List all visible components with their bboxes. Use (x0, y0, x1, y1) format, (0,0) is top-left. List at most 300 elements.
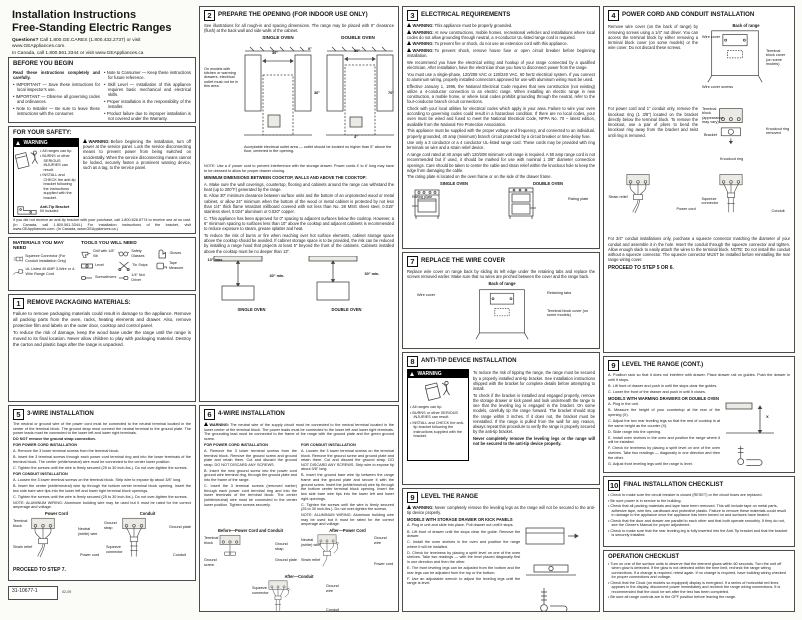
step-item: C. Lower the front of the drawer and push in until it closes. (608, 389, 706, 394)
wire-cover-diagram (407, 281, 595, 341)
list-item: • BURNS or other SERIOUS INJURIES can result. (410, 411, 466, 420)
section-prepare-opening (199, 6, 399, 402)
screwdriver-icon (81, 273, 93, 283)
diagram-caption: After—Power Cord (329, 528, 366, 534)
warning-icon (410, 372, 414, 376)
range-front-diagram (506, 186, 536, 220)
section-materials-tools (8, 237, 196, 291)
warning-icon (83, 139, 87, 143)
section-title: FINAL INSTALLATION CHECKLIST (623, 481, 724, 489)
section-number: 4 (608, 10, 619, 21)
callout-label: Acceptable electrical outlet area — outlet should be located no higher than 5" above the floor, centered in the opening. (244, 144, 392, 154)
part-number-box (8, 586, 58, 600)
list-item: • IMPORTANT — Save these instructions for local inspector's use. (13, 82, 100, 93)
diagram-label: Squeeze connector (252, 586, 269, 595)
diagram-label: Retaining tabs (547, 290, 572, 295)
cabinet-clearance-diagram (303, 256, 363, 302)
step-item: F. Use an adjustable wrench to adjust the leveling legs until the range is level. (407, 576, 521, 586)
diagram-power-cord (13, 511, 100, 565)
warning-icon (204, 422, 208, 426)
paragraph: To reduce the risk of damage, keep the wood base under the range until the range is moved to its final location. Never allow children to play with packaging material. Destroy the carton and plastic bags after the range is unpacked. (13, 329, 191, 347)
paragraph: For power cord and 1" conduit only, remove the knockout ring (1 3/8") located on the bracket directly below the terminal block. To remove the knockout, use a pair of pliers to bend the knockout ring away from the bracket and twist until ring is removed. (608, 106, 698, 138)
diagram-label: Ground plate (275, 558, 297, 563)
warning-banner (408, 370, 468, 378)
dimension-label: 30" min. (364, 271, 380, 276)
before-left-list (13, 82, 100, 117)
tool-item (81, 273, 116, 283)
list-item: • Check to make sure that the rear leveling leg is fully inserted into the Anti-Tip bracket and that the bracket is securely installed. (608, 529, 790, 538)
material-item (13, 253, 77, 265)
tools-column (81, 241, 191, 284)
warning-text (407, 48, 595, 58)
warning-word: WARNING: (412, 41, 434, 47)
tip-warning-box (13, 138, 79, 217)
diagram-label: Knockout ring removed (766, 127, 790, 136)
safety-title: FOR YOUR SAFETY: (13, 130, 72, 136)
diagram-caption: DOUBLE OVEN (331, 306, 362, 312)
diagram-label: Ground plate (169, 525, 191, 530)
section-number: 9 (407, 492, 418, 503)
diagram-label: Terminal block (appearance may vary) (702, 107, 724, 124)
diagram-label: Terminal block cover (on some models) (547, 308, 589, 318)
paragraph: Effective January 1, 1996, the National Electrical Code requires that new construction (not existing) utilize a 4-conductor connection to an electric range. When installing an electric range in new construction, a mobile home, or where local codes prohibit grounding through the neutral, refer to the four-conductor branch circuit connections. (407, 83, 595, 105)
diagram-label: Ground strap (104, 521, 117, 530)
before-left-column (13, 69, 100, 123)
step-item: B. Insert the ground bare wire tip between the range frame and the ground plate and secure it with the ground screw. Insert the (white/neutral) wire tip through the bottom center terminal block opening. Insert the two side bare wire tips into the lower left and lower right openings. (301, 473, 394, 501)
warning-word: WARNING: (412, 505, 434, 510)
list-item: • BURNS or other SERIOUS INJURIES can result. (40, 154, 77, 172)
minimum-dimensions-heading: MINIMUM DIMENSIONS BETWEEN COOKTOP, WALLS AND ABOVE THE COOKTOP: (204, 174, 367, 180)
diagram-label: Strain relief (608, 195, 628, 199)
diagram-caption: Back of range (732, 23, 760, 28)
step-item: F. Check for levelness by placing a spirit level on one of the oven shelves. Take two readings — diagonally in one direction and then the other. (608, 446, 721, 460)
tip-warning-box (407, 369, 469, 461)
dimension-label: X (766, 414, 769, 419)
safety-glasses-icon (118, 249, 129, 259)
section-title: 4-WIRE INSTALLATION (218, 410, 285, 418)
single-oven-opening-diagram (244, 45, 312, 141)
drawer-removal-diagram (524, 522, 580, 550)
warning-word: WARNING: (88, 138, 110, 144)
warning-banner-label: WARNING (417, 371, 442, 377)
warning-word: WARNING: (209, 423, 230, 427)
doc-title-line2: Free-Standing Electric Ranges (12, 21, 172, 34)
paragraph: Never completely remove the leveling legs or the range will not be secured to the anti-tip device properly. (473, 435, 595, 447)
dimension-label: 70" (388, 90, 395, 95)
questions-line (12, 38, 192, 56)
diagram-label: Knockout ring (720, 157, 744, 161)
diagram-label: Strain relief (13, 545, 33, 550)
step-item: A. Plug in unit and slide into place. Pull drawer out until it stops. (407, 523, 514, 528)
section-anti-tip-device (402, 352, 600, 485)
cabinet-clearance-diagram (208, 256, 268, 302)
section-level-the-range-cont (603, 356, 795, 473)
safety-warning-text (83, 139, 191, 170)
diagram-caption: SINGLE OVEN (237, 306, 266, 312)
step-item: C. Tighten the screws until the wire is firmly secured (25 to 30 inch-lbs.). Do not over-tighten the screws. (13, 465, 188, 470)
section-number: 6 (204, 409, 215, 420)
back-of-range-diagram (467, 287, 537, 341)
tool-item (81, 261, 116, 271)
step-item: C. Install the oven shelves in the oven and position the range where it will be installed. (407, 540, 521, 549)
warning-icon (407, 48, 411, 52)
material-label: UL Listed 40 AMP 3-Wire or 4-Wire Range Cord (25, 267, 76, 276)
level-icon (81, 261, 93, 271)
tool-item (81, 249, 116, 259)
list-item: • Check that the Clock (on models so equipped) display is energized. If a series of horizontal red lines appears in the display, disconnect power immediately and recheck the range wiring connections. It is recommended that the clock be set after the test has been completed. (608, 581, 790, 595)
diagram-label: Power cord (676, 207, 696, 211)
dimension-label: 30" min. (269, 273, 285, 278)
diagram-label: Terminal block (204, 536, 219, 545)
tool-item (118, 261, 153, 271)
tool-label: Level (95, 263, 104, 268)
section-before-you-begin (8, 57, 196, 123)
leveling-leg-wrench-diagram (724, 444, 776, 470)
diagram-label: Power cord (80, 553, 100, 558)
safety-right-text: Before beginning the installation, turn off power at the service panel. Lock the service disconnecting means to prevent power from being switched on accidentally. When the service disconnecting means cannot be locked, securely fasten a prominent warning device, such as a tag, to the service panel. (83, 138, 192, 171)
section-title: ANTI-TIP DEVICE INSTALLATION (421, 357, 517, 365)
section-power-cord-conduit (603, 6, 795, 353)
step-item: D. Check for levelness by placing a spirit level on one of the oven shelves. Take two readings — with the level placed diagonally first in one direction and then the other. (407, 550, 521, 565)
models-subhead: MODELS WITH WARMING DRAWERS OR DOUBLE OVEN (608, 395, 719, 401)
step-item: A. Remove the 3 lower terminal screws from the terminal block. (13, 449, 120, 454)
section-number: 1 (13, 298, 24, 309)
diagram-caption: Back of range (488, 280, 516, 286)
document-header (8, 6, 196, 56)
subhead-power-cord: FOR POWER CORD INSTALLATION (204, 442, 268, 447)
clearance-diagram-single (208, 256, 296, 312)
step-item: A. Make sure the wall coverings, countertop, flooring and cabinets around the range can withstand the heat (up to 200°F) generated by the range. (204, 181, 394, 192)
warning-text (204, 422, 394, 442)
diagram-label: Neutral (white) wire (78, 527, 98, 536)
paragraph: We recommend you have the electrical wiring and hookup of your range connected by a qualified electrician. After installation, have the electrician show you how to disconnect power from the range. (407, 59, 595, 71)
diagram-label: Ground strap (275, 542, 288, 551)
paragraph: See illustrations for all rough-in and spacing dimensions. The range may be placed with 0" clearance (flush) at the back wall and side walls of the cabinet. (204, 23, 394, 34)
opening-diagrams (204, 35, 394, 163)
tool-label: Drill with 1/8" Bit (93, 249, 115, 258)
paragraph: To reduce the risk of tipping the range, the range must be secured by a properly installed anti-tip bracket. See installation instructions shipped with the bracket for complete details before attempting to install. (473, 370, 595, 392)
range-cord-icon (13, 266, 24, 278)
diagram-label: Terminal block (13, 519, 28, 528)
tip-warning-bullets (40, 148, 77, 202)
questions-line2: In Canada, call 1.800.561.3344 or visit www.GEAppliances.ca (12, 50, 144, 56)
section-number: 3 (407, 10, 418, 21)
tip-warning-bullets (408, 405, 468, 439)
section-operation-checklist (603, 550, 795, 612)
step-item: C. Adjust the two rear leveling legs so that the rest of cooktop is at the same height as the counter (X). (608, 418, 721, 428)
materials-column (13, 241, 77, 284)
diagram-caption: Power Cord (45, 511, 68, 517)
section-number: 2 (204, 10, 215, 21)
conduit-attach-figure (702, 171, 790, 235)
date-code: 02-09 (62, 590, 72, 594)
list-item: • Check to make sure the circuit breaker is closed (RESET) or the circuit fuses are replaced. (608, 493, 790, 498)
section-number: 7 (407, 256, 418, 267)
list-item: • Proper installation is the responsibility of the installer. (104, 99, 191, 110)
back-of-range-figure (702, 23, 790, 105)
tool-label: Tape Measure (168, 261, 184, 270)
rating-plate-diagram-single (412, 181, 496, 225)
diagram-label: Wire cover (417, 292, 436, 297)
diagram-caption: DOUBLE OVEN (341, 34, 375, 40)
warning-body: The neutral wire of the supply circuit must be connected to the neutral terminal located in the lower center of the terminal block. The power leads must be connected to the lower left and lower right terminals. The grounding lead must be connected to the frame of the range with the ground plate and the green ground screw. (204, 423, 394, 441)
step-item: A. Position rack so that it does not interfere with drawer. Place drawer rail on guides. Push the drawer in until it stops. (608, 373, 790, 382)
step-item: A. Remove the 3 lower terminal screws from the terminal block. Remove the ground screw and ground plate and retain them. Cut and discard the ground strap. DO NOT DISCARD ANY SCREWS. (204, 448, 297, 467)
step-item: G. Adjust front leveling legs until the range is level. (608, 461, 693, 466)
terminal-block-conduit-diagram (702, 171, 760, 215)
diagram-label: Strain relief (301, 558, 321, 563)
list-item: • Note to Installer — Be sure to leave these instructions with the consumer. (13, 106, 100, 117)
section-for-your-safety (8, 126, 196, 234)
section-title: POWER CORD AND CONDUIT INSTALLATION (622, 11, 755, 19)
step-item: E. The front leveling legs can be adjusted from the bottom and the rear legs can be adjusted from the top or the bottom. (407, 566, 521, 575)
knockout-figure (702, 105, 790, 171)
section-remove-packaging (8, 294, 196, 402)
paragraph: Check with your local utilities for electrical codes which apply in your area. Failure to wire your oven according to governing codes could result in a hazardous condition. If there are no local codes, your oven must be wired and fused to meet the National Electrical Code, NFPA No. 70 – latest edition, available from the National Fire Protection Association. (407, 106, 595, 127)
tin-snips-icon (118, 261, 130, 271)
step-item: B. Allow 30" minimum clearance between surface units and the bottom of an unprotected wood or metal cabinet, or allow 24" minimum when the bottom of the wood or metal cabinet is protected by not less than 1/4" thick flame retardant millboard covered with not less than No. 28 MSG sheet steel, 0.015" stainless steel, 0.024" aluminum or 0.020" copper. (204, 193, 394, 215)
tool-item (118, 249, 153, 259)
section-4-wire-installation (199, 405, 399, 612)
warning-word: WARNING: (412, 23, 434, 28)
tool-label: Tin Snips (132, 263, 148, 268)
list-item: • All ranges can tip. (410, 405, 466, 410)
step-item: A. Loosen the 3 lower terminal screws on the terminal block. Strip wire to expose tip about 3/8" long. (13, 477, 182, 482)
bracket-caption2: Kit Included (40, 209, 59, 214)
drill-icon (81, 249, 91, 259)
warning-body: To prevent shock, remove house fuse or open circuit breaker before beginning installation. (407, 48, 595, 59)
tip-over-pictogram (15, 148, 39, 172)
nut-driver-icon (118, 273, 129, 283)
paragraph: Failure to remove packaging materials could result in damage to the appliance. Remove all packing parts from the oven, racks, heating elements and drawer. Also, remove protective film and labels on the outer door, cooktop and control panel. (13, 311, 191, 328)
aluminum-wiring-note: NOTE: ALUMINUM WIRING: Aluminum building wire may be used but it must be rated for the correct amperage and voltage. (13, 500, 191, 510)
step-item: D. Slide range into the opening. (608, 429, 662, 434)
diagram-conduit (104, 511, 191, 565)
warning-icon (16, 141, 20, 145)
diagram-label: Ground screw (204, 558, 217, 567)
diagram-after-conduit (252, 574, 346, 612)
diagram-label: Conduit (173, 553, 187, 558)
warning-body: This appliance must be properly grounded. (434, 23, 513, 28)
squeeze-connector-icon (13, 253, 23, 265)
subhead-conduit: FOR CONDUIT INSTALLATION (13, 471, 68, 476)
warning-text (407, 505, 595, 515)
part-number: 31-10677-1 (12, 588, 38, 594)
operation-checklist (608, 562, 790, 600)
tool-label: 1/4" Nut Driver (131, 273, 145, 282)
section-number: 10 (610, 481, 619, 490)
list-item: • Check that the door and drawer are parallel to each other and that both operate smoothly. If they do not, see the Owner's Manual for proper adjustment. (608, 519, 790, 528)
step-item: C. This appliance has been approved for 0" spacing to adjacent surfaces below the cooktop. However, a 6" minimum spacing to surfaces less than 10" above the cooktop and adjacent cabinets is recommended to reduce exposure to steam, grease splatter and heat. (204, 215, 394, 232)
paragraph: A range cord rated at 40 amps with 120/208 minimum volt range is required. A 50 amp range cord is not recommended but if used, it should be marked for use with nominal 1 3/8" diameter connection openings. Care should be taken to center the cable and strain relief within the knockout hole to keep the edge from damaging the cable. (407, 152, 595, 173)
step-item: C. Insert the 3 terminal screws (removed earlier) through each power cord terminal ring and into the lower terminals of the terminal block. The center (white/neutral) wire must be connected to the center lower position. Tighten screws securely. (204, 484, 297, 507)
section-electrical-requirements (402, 6, 600, 249)
diagram-caption: SINGLE OVEN (440, 181, 468, 187)
questions-text: Call 1.800.GE.CARES (1.800.432.2737) or visit www.GEAppliances.com. (12, 37, 141, 50)
counter-height-diagram (724, 401, 776, 439)
diagram-label: Power cord (374, 562, 394, 567)
rating-plate-label: Rating plate (412, 195, 433, 200)
subhead-conduit: FOR CONDUIT INSTALLATION (301, 442, 356, 447)
list-item: • Be sure all range controls are in the OFF position before leaving the range. (608, 595, 790, 600)
section-title: LEVEL THE RANGE (CONT.) (622, 361, 704, 369)
step-item: B. Lift front of drawer until the stops clear the guide. Remove the drawer. (407, 529, 521, 539)
paragraph: The rating plate is located on the oven frame or on the side of the drawer frame. (407, 174, 552, 180)
section-title: ELECTRICAL REQUIREMENTS (421, 11, 511, 19)
warning-body: At new constructions, mobile homes, recreational vehicles and installations where local codes do not allow grounding through neutral, a 4-conductor UL-listed range cord is required. (407, 29, 595, 40)
warning-banner-label: WARNING (23, 139, 48, 146)
step-item: B. Lift front of drawer and push in until the stops clear the guides. (608, 383, 718, 388)
warning-icon (407, 23, 411, 27)
tape-measure-icon (156, 261, 167, 271)
warning-body: To prevent fire or shock, do not use an extension cord with this appliance. (434, 41, 568, 47)
diagram-caption: DOUBLE OVEN (532, 181, 564, 187)
list-item: • Note to Consumer — Keep these instructions for future reference. (104, 70, 191, 81)
warning-icon (407, 30, 411, 34)
proceed-note: PROCEED TO STEP 5 OR 6. (608, 264, 674, 271)
diagram-after-power-cord (301, 528, 394, 574)
list-item: • IMPORTANT — Observe all governing codes and ordinances. (13, 94, 100, 105)
warning-word: WARNING: (412, 29, 434, 35)
diagram-label: Bracket (704, 133, 717, 137)
section-number: 8 (407, 356, 418, 367)
diagram-label: Ground wire (374, 536, 387, 545)
diagram-label: Squeeze connector (106, 545, 123, 554)
section-replace-wire-cover (402, 252, 600, 349)
dimension-label: 0" (308, 46, 312, 51)
material-item (13, 266, 77, 278)
terminal-block-after-conduit-diagram (252, 579, 304, 612)
terminal-block-power-cord-diagram (609, 171, 667, 215)
step-item: B. Measure the height of your countertop at the rear of the opening (X). (608, 408, 721, 417)
tool-label: Gloves (169, 251, 182, 256)
section-title: REMOVE PACKAGING MATERIALS: (27, 299, 131, 307)
step-item: A. Plug in the unit. (608, 402, 639, 407)
diagram-label: Wire cover (702, 35, 721, 39)
diagram-label: Neutral (white) wire (301, 538, 321, 547)
paragraph: The neutral or ground wire of the power cord must be connected to the neutral terminal located in the center of the terminal block. The ground strap must connect the neutral terminal to the ground plate. The power leads must be connected to the lower left and lower right terminals. (13, 422, 191, 436)
warning-icon (407, 41, 411, 45)
gloves-icon (156, 249, 168, 259)
operation-checklist-title: OPERATION CHECKLIST (608, 554, 680, 560)
dimension-label: 30" (354, 48, 361, 53)
rating-plate-diagram-double (506, 181, 590, 225)
cord-attach-figure (609, 171, 697, 235)
dimension-label: 13" max. (207, 257, 224, 262)
clearance-diagram-double (303, 256, 391, 312)
step-item: B. Insert the new ground screw into the power cord ground wire terminal ring, through the ground plate and into the frame of the range. (204, 468, 297, 483)
step-item: C. Tighten the screws until the wire is firmly secured (25 to 30 inch-lbs.). Do not over-tighten the screws. (301, 502, 394, 512)
tools-title: TOOLS YOU WILL NEED (81, 241, 137, 246)
list-item: • Turn on one of the surface units to observe that the element glows within 60 seconds. Turn the unit off when glow is detected. If the glow is not detected within the time limit, recheck the range wiring connections. If a change is required, retest again. If no change is required, have building wiring checked for proper connections and voltage. (608, 562, 790, 580)
list-item: • Product failure due to improper installation is not covered under the Warranty. (104, 111, 191, 122)
diagram-label: Terminal block cover (on some models) (766, 49, 786, 66)
aluminum-wiring-note: NOTE: ALUMINUM WIRING: Aluminum building wire may be used but it must be rated for the correct amperage and voltage. (301, 513, 394, 527)
final-checklist (608, 493, 790, 538)
list-item: • Check that all packing materials and tape have been removed. This will include tape on metal parts, adhesive tape, wire ties, cardboard and protective plastic. Failure to remove these materials could result in damage to the appliance once the appliance has been turned on and surfaces have heated. (608, 504, 790, 518)
warning-text (407, 30, 595, 40)
materials-title: MATERIALS YOU MAY NEED (13, 241, 64, 251)
before-intro: Read these instructions completely and carefully. (13, 69, 100, 81)
section-title: PREPARE THE OPENING (FOR INDOOR USE ONLY) (218, 11, 368, 19)
diagram-caption: Conduit (139, 511, 156, 517)
bracket-caption: Anti-Tip Bracket (40, 204, 70, 209)
dimension-label: 30" (272, 50, 279, 55)
note-paragraph: NOTE: Use a 4' power cord to prevent interference with the storage drawer. Power cords 4' to 6' long may have to be dressed to allow for proper drawer closing. (204, 164, 394, 173)
section-title: REPLACE THE WIRE COVER (421, 257, 505, 265)
diagram-before (204, 528, 297, 574)
paragraph: For 3/4" conduit installations only, purchase a squeeze connector matching the diameter of your conduit and assemble it in the hole. Insert the conduit through the squeeze connector and tighten. Allow enough slack to easily attach the wires to the terminal block. NOTE: Do not install the conduit without a squeeze connector. The squeeze connector MUST be installed before reinstalling the rear range wiring cover. (608, 236, 790, 263)
warning-text (407, 41, 595, 46)
list-item: • Skill Level — Installation of this appliance requires basic mechanical and electrical skills. (104, 82, 191, 98)
before-right-column (104, 69, 191, 123)
subhead-power-cord: FOR POWER CORD INSTALLATION (13, 443, 77, 448)
list-item: • INSTALL and CHECK the anti-tip bracket following the instructions supplied with the bracket. (40, 173, 77, 200)
warning-body: Never completely remove the leveling legs as the range will not be secured to the anti-tip device properly. (407, 505, 595, 516)
diagram-label: Wire cover screws (702, 85, 734, 89)
step-item: E. Install oven shelves in the oven and position the range where it will be installed. (608, 435, 721, 445)
paragraph: To reduce the risk of burns or fire when reaching over hot surface elements, cabinet storage space above the cooktop should be avoided. If cabinet storage space is to be provided, the risk can be reduced by installing a range hood that projects at least 5" beyond the front of the cabinets. Cabinets installed above the cooktop must be no deeper than 13". (204, 232, 394, 254)
paragraph: This appliance must be supplied with the proper voltage and frequency, and connected to an individual, properly grounded, 40 amp (minimum) branch circuit protected by a circuit breaker or time-delay fuse. (407, 128, 595, 139)
step-item: B. Insert the 3 terminal screws through each power cord terminal ring and into the lower terminals of the terminal block. The center (white/neutral) wire must be connected to the center lower position. (13, 455, 191, 464)
diagram-label: Squeeze connector (701, 197, 719, 206)
diagram-label: Conduit (771, 209, 785, 213)
models-subhead: MODELS WITH STORAGE DRAWER OR KICK PANELS (407, 516, 513, 522)
tool-item (156, 261, 191, 271)
list-item: • INSTALL and CHECK the anti-tip bracket following the instructions supplied with the bracket. (410, 421, 466, 439)
section-level-the-range (402, 488, 600, 612)
counter-height-figure (724, 401, 790, 473)
diagram-caption: Before—Power Cord and Conduit (217, 528, 284, 534)
tool-item (156, 249, 191, 259)
before-columns (13, 69, 191, 123)
before-title: BEFORE YOU BEGIN (13, 61, 74, 67)
step-item: B. Insert the center (white/neutral) wire tip through the bottom center terminal block opening. Insert the two side bare wire tips into the lower left and lower right terminal block openings. (13, 484, 191, 493)
do-not-remove-note: DO NOT remove the ground strap connection. (13, 437, 96, 442)
warning-word: WARNING: (412, 48, 434, 54)
questions-label: Questions? (12, 37, 39, 43)
dimension-label: 4" (354, 134, 358, 139)
list-item: • All ranges can tip. (40, 149, 77, 154)
paragraph: Use only a 3 conductor or a 4 conductor UL-listed range cord. These cords may be provided with ring terminals on wire and a strain relief device. (407, 140, 595, 151)
dimension-label: 36" (314, 90, 321, 95)
leveling-leg-wrench-diagram (524, 586, 580, 612)
section-title: 3-WIRE INSTALLATION (27, 410, 94, 418)
spirit-level-diagram (524, 555, 580, 581)
section-3-wire-installation (8, 405, 196, 581)
step-item: C. Tighten the screws until the wire is firmly secured (25 to 30 inch-lbs.). Do not over-tighten the screws. (13, 494, 188, 499)
diagram-caption: After—Conduit (284, 574, 314, 580)
warning-banner (14, 139, 78, 147)
diagram-caption: SINGLE OVEN (262, 34, 294, 40)
step-item: A. Loosen the 3 lower terminal screws on the terminal block. Remove the ground screw and ground plate and retain them. Cut and discard the ground strap. DO NOT DISCARD ANY SCREWS. Strip wire to expose tip about 3/8" long. (301, 448, 394, 472)
warning-text (407, 23, 595, 28)
range-front-diagram (412, 186, 442, 220)
proceed-note: PROCEED TO STEP 7. (13, 567, 66, 574)
warning-icon (407, 505, 411, 509)
tool-item (118, 273, 153, 283)
list-item: • Be sure power is in service to the building. (608, 499, 790, 504)
rating-plate-label: Rating plate (568, 197, 589, 202)
paragraph: To check if the bracket is installed and engaged properly, remove the storage drawer or kick panel and look underneath the range to see that the leveling leg is engaged in the bracket. On some models, carefully tip the range forward. The bracket should stop the range within 3 inches. If it does not, the bracket must be reinstalled. If the range is pulled from the wall for any reason, always repeat this procedure to verify the range is properly secured by the anti-tip bracket. (473, 392, 595, 435)
paragraph: You must use a single-phase, 120/208 VAC or 120/240 VAC, 60 hertz electrical system. If you connect to aluminum wiring, properly installed connectors approved for use with aluminum wiring must be used. (407, 71, 595, 83)
tool-label: Safety Glasses (131, 249, 145, 258)
section-title: LEVEL THE RANGE (421, 493, 479, 501)
doc-title-line1: Installation Instructions (12, 9, 137, 21)
tip-over-pictogram (425, 379, 451, 403)
paragraph: Remove wire cover (on the back of range) by removing screws using a 1/4" nut driver. You can access the terminal block by either removing a terminal block cover (on some models) or the wire cover. Do not discard these screws. (608, 24, 698, 51)
paragraph: Replace wire cover on range back by sliding its left edge under the retaining tabs and replace the screws removed earlier. Make sure that no wires are pinched between the cover and the range back. (407, 269, 595, 280)
